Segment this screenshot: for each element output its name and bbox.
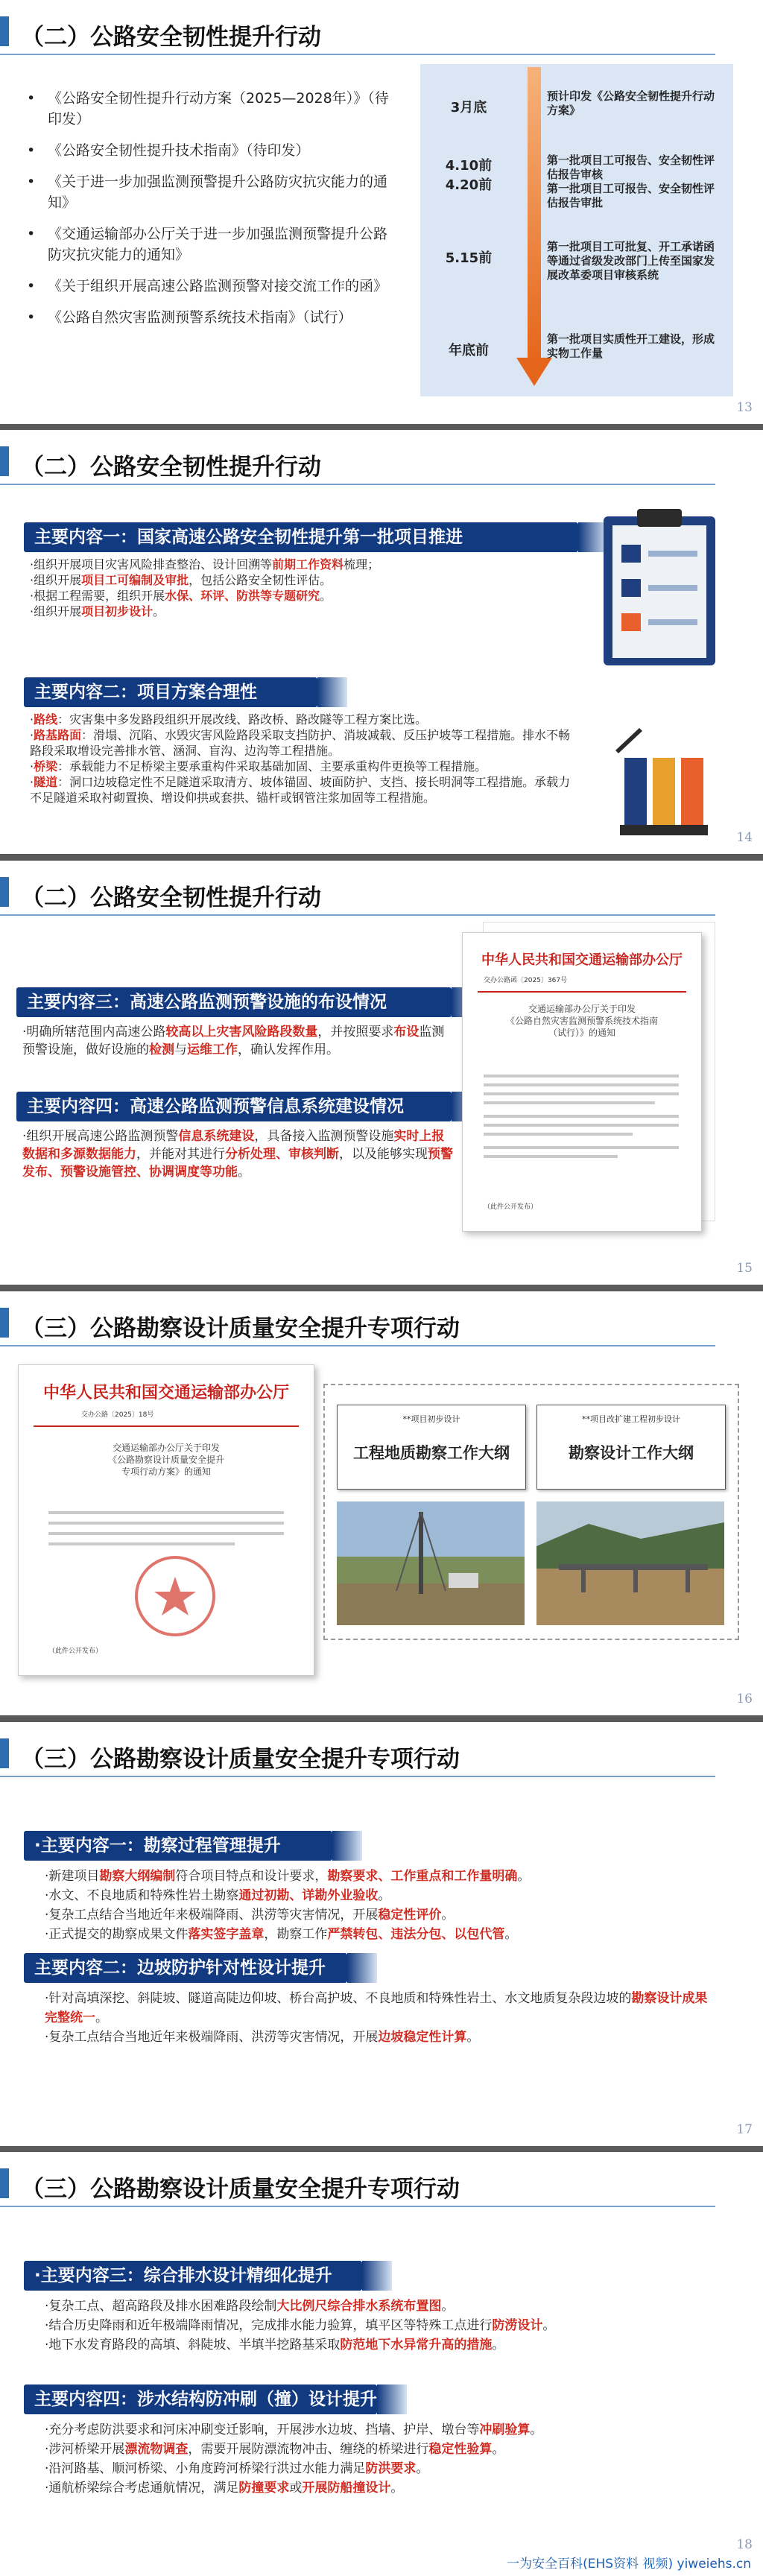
body-text: ·地下水发育路段的高填、斜陡坡、半填半挖路基采取 <box>45 2338 341 2352</box>
highlight-text: 落实签字盖章 <box>188 1927 265 1942</box>
body-line <box>45 1925 715 1944</box>
highlight-text: 分析处理、审核判断 <box>225 1147 339 1162</box>
body-text: ·沿河路基、顺河桥梁、小角度跨河桥梁行洪过水能力满足 <box>45 2461 366 2476</box>
list-item: • 《公路自然灾害监测预警系统技术指南》（试行） <box>18 307 390 328</box>
timeline-desc: 第一批项目工可批复、开工承诺函等通过省级发改部门上传至国家发展改革委项目审核系统 <box>547 240 715 282</box>
slide-16 <box>0 1291 763 1715</box>
timeline-desc: 第一批项目工可报告、安全韧性评估报告审核 第一批项目工可报告、安全韧性评估报告审批 <box>547 154 715 209</box>
section-body <box>45 2297 715 2355</box>
body-line <box>45 2420 715 2440</box>
slide-17 <box>0 1722 763 2146</box>
slide-header <box>0 1732 715 1774</box>
document-thumbnail <box>462 932 702 1232</box>
body-text: 或 <box>289 2481 303 2496</box>
body-line <box>45 2478 715 2498</box>
slide-header <box>0 2162 715 2204</box>
body-text: ·明确所辖范围内高速公路 <box>22 1025 166 1039</box>
body-text: ·通航桥梁综合考虑通航情况，满足 <box>45 2481 239 2496</box>
body-text: 。 <box>504 1927 518 1942</box>
body-text: 。 <box>390 2481 404 2496</box>
body-text: 监测预警设施，做好设施的 <box>22 1025 445 1057</box>
flood-site-photo <box>536 1501 724 1625</box>
body-text: ·复杂工点结合当地近年来极端降雨、洪涝等灾害情况，开展 <box>45 1908 379 1922</box>
highlight-text: 较高以上灾害风险路段数量 <box>165 1025 318 1039</box>
body-text: 。 <box>542 2318 556 2333</box>
body-line <box>45 2335 715 2355</box>
list-item: • 《交通运输部办公厅关于进一步加强监测预警提升公路防灾抗灾能力的通知》 <box>18 224 390 265</box>
body-text: ，并按照要求 <box>317 1025 394 1039</box>
page-number: 16 <box>736 1692 753 1706</box>
body-text: 。 <box>492 2338 505 2352</box>
highlight-text: 勘察设计成果完整统一 <box>45 1991 708 2025</box>
body-text: ：承载能力不足桥梁主要承重构件采取基础加固、主要承重构件更换等工程措施。 <box>57 759 487 773</box>
highlight-text: 漂流物调查 <box>124 2442 189 2457</box>
list-item: • 《公路安全韧性提升技术指南》（待印发） <box>18 140 390 161</box>
highlight-text: 防范地下水异常升高的措施 <box>340 2338 493 2352</box>
timeline-desc: 第一批项目实质性开工建设，形成实物工作量 <box>547 332 715 360</box>
body-text: ·针对高填深挖、斜陡坡、隧道高陡边仰坡、桥台高护坡、不良地质和特殊性岩土、水文地质复杂段边坡的 <box>45 1991 632 2006</box>
timeline-date: 4.10前 4.20前 <box>445 158 493 193</box>
body-text: 梳理； <box>343 557 380 572</box>
body-text: 。 <box>530 2422 543 2437</box>
highlight-text: 防洪要求 <box>365 2461 417 2476</box>
body-text: · <box>30 759 34 773</box>
highlight-text: 冲刷验算 <box>479 2422 531 2437</box>
section-heading: 主要内容二：边坡防护针对性设计提升 <box>24 1953 347 1983</box>
slide-header <box>0 871 715 913</box>
official-seal-icon <box>130 1551 220 1641</box>
timeline-panel <box>420 64 733 396</box>
body-text: ·组织开展 <box>30 573 82 587</box>
clipboard-icon <box>596 501 730 673</box>
section-heading: 主要内容四：高速公路监测预警信息系统建设情况 <box>16 1092 452 1121</box>
body-text: 。 <box>517 1869 531 1884</box>
report-cover <box>536 1405 726 1490</box>
body-text: ·组织开展项目灾害风险排查整治、设计回溯等 <box>30 557 273 572</box>
slide-title: （二）公路安全韧性提升行动 <box>21 24 321 51</box>
body-text: 。 <box>153 604 165 618</box>
section-body <box>45 1867 715 1944</box>
body-line <box>45 2459 715 2478</box>
section-body <box>22 1023 455 1059</box>
slide-title: （三）公路勘察设计质量安全提升专项行动 <box>21 1746 460 1773</box>
section-heading: ·主要内容一：勘察过程管理提升 <box>24 1831 332 1861</box>
body-line <box>30 557 566 572</box>
body-line <box>45 2440 715 2459</box>
highlight-text: 布设 <box>393 1025 420 1039</box>
slide-header <box>0 1302 715 1344</box>
document-head: 中华人民共和国交通运输部办公厅 <box>481 952 683 968</box>
highlight-text: 防撞要求 <box>238 2481 290 2496</box>
section-heading: 主要内容三：高速公路监测预警设施的布设情况 <box>16 987 452 1017</box>
body-text: 。 <box>378 1888 391 1903</box>
body-text: 。 <box>466 2030 480 2045</box>
body-line <box>22 1023 455 1059</box>
body-text: ，具备接入监测预警设施 <box>254 1129 394 1144</box>
slide-title: （二）公路安全韧性提升行动 <box>21 454 321 481</box>
page-number: 18 <box>736 2537 753 2552</box>
body-text: ·充分考虑防洪要求和河床冲刷变迁影响，开展涉水边坡、挡墙、护岸、墩台等 <box>45 2422 480 2437</box>
body-line <box>30 712 574 727</box>
report-cover <box>337 1405 526 1490</box>
highlight-text: 隧道 <box>34 775 58 789</box>
document-thumbnail <box>18 1364 314 1676</box>
document-ref: 交办公路〔2025〕18号 <box>81 1411 154 1419</box>
highlight-text: 通过初勘、详勘外业验收 <box>238 1888 379 1903</box>
report-cover-title: 勘察设计工作大纲 <box>569 1444 694 1462</box>
slide-18 <box>0 2152 763 2576</box>
body-line <box>30 604 566 619</box>
body-text: · <box>30 728 34 742</box>
highlight-text: 桥梁 <box>34 759 58 773</box>
policy-list <box>18 88 390 338</box>
body-text: ，需要开展防漂流物冲击、缠绕的桥梁进行 <box>188 2442 429 2457</box>
slide-15 <box>0 861 763 1285</box>
timeline-desc: 预计印发《公路安全韧性提升行动方案》 <box>547 89 715 117</box>
body-line <box>45 2316 715 2335</box>
section-heading: ·主要内容三：综合排水设计精细化提升 <box>24 2261 362 2291</box>
highlight-text: 实时上报数据和多源数据能力 <box>22 1129 445 1162</box>
body-text: ：洞口边坡稳定性不足隧道采取清方、坡体锚固、坡面防护、支挡、接长明洞等工程措施。承载力不足隧道采取衬砌置换、增设仰拱或套拱、锚杆或钢管注浆加固等工程措施。 <box>30 775 571 805</box>
body-line <box>45 1867 715 1886</box>
body-line <box>22 1127 455 1181</box>
body-text: ·正式提交的勘察成果文件 <box>45 1927 189 1942</box>
timeline-date: 3月底 <box>450 100 487 115</box>
highlight-text: 水保、环评、防洪等专题研究 <box>165 589 320 603</box>
highlight-text: 防涝设计 <box>492 2318 543 2333</box>
body-text: 与 <box>174 1042 187 1057</box>
body-text: ，以及能够实现 <box>339 1147 428 1162</box>
body-text: ，并能对其进行 <box>136 1147 225 1162</box>
slide-header <box>0 440 715 482</box>
slide-title: （二）公路安全韧性提升行动 <box>21 884 321 911</box>
body-text: 。 <box>441 2299 455 2314</box>
highlight-text: 项目初步设计 <box>81 604 153 618</box>
pencils-icon <box>610 713 721 840</box>
body-text: ·涉河桥梁开展 <box>45 2442 125 2457</box>
list-item: • 《关于进一步加强监测预警提升公路防灾抗灾能力的通知》 <box>18 171 390 213</box>
section-heading: 主要内容四：涉水结构防冲刷（撞）设计提升 <box>24 2384 377 2414</box>
slide-13 <box>0 0 763 424</box>
slide-title: （三）公路勘察设计质量安全提升专项行动 <box>21 1315 460 1342</box>
body-text: 。 <box>416 2461 429 2476</box>
body-text: 。 <box>95 2010 108 2025</box>
section-body <box>45 1989 715 2047</box>
timeline-date: 5.15前 <box>445 250 493 266</box>
document-subject: 交通运输部办公厅关于印发 《公路勘察设计质量安全提升 专项行动方案》的通知 <box>107 1443 224 1477</box>
body-text: 。 <box>492 2442 505 2457</box>
body-line <box>45 1886 715 1905</box>
highlight-text: 稳定性验算 <box>428 2442 493 2457</box>
body-text: ·复杂工点结合当地近年来极端降雨、洪涝等灾害情况，开展 <box>45 2030 379 2045</box>
section-body <box>45 2420 715 2498</box>
section-heading: 主要内容一：国家高速公路安全韧性提升第一批项目推进 <box>24 522 578 552</box>
highlight-text: 路基路面 <box>34 728 82 742</box>
highlight-text: 稳定性评价 <box>378 1908 442 1922</box>
body-line <box>30 759 574 774</box>
document-head: 中华人民共和国交通运输部办公厅 <box>42 1383 289 1402</box>
body-line <box>45 2297 715 2316</box>
body-text: ·组织开展高速公路监测预警 <box>22 1129 179 1144</box>
footer-link[interactable]: 一为安全百科(EHS资料 视频) yiweiehs.cn <box>507 2557 751 2572</box>
report-cover-title: 工程地质勘察工作大纲 <box>353 1444 510 1462</box>
body-text: ，勘察工作 <box>264 1927 328 1942</box>
body-text: ：滑塌、沉陷、水毁灾害风险路段采取支挡防护、消坡减载、反压护坡等工程措施。排水不畅路段采取增设完善排水管、涵洞、盲沟、边沟等工程措施。 <box>30 728 571 758</box>
body-text: ·水文、不良地质和特殊性岩土勘察 <box>45 1888 239 1903</box>
body-text: ·根据工程需要，组织开展 <box>30 589 165 603</box>
document-sign: （此件公开发布） <box>48 1648 103 1655</box>
highlight-text: 勘察大纲编制 <box>99 1869 176 1884</box>
body-text: ·结合历史降雨和近年极端降雨情况，完成排水能力验算，填平区等特殊工点进行 <box>45 2318 493 2333</box>
body-text: · <box>30 775 34 789</box>
document-ref: 交办公路函〔2025〕367号 <box>484 977 568 984</box>
highlight-text: 检测 <box>149 1042 174 1057</box>
report-cover-subtitle: **项目改扩建工程初步设计 <box>582 1414 680 1424</box>
slide-title: （三）公路勘察设计质量安全提升专项行动 <box>21 2176 460 2203</box>
section-body <box>30 557 566 619</box>
highlight-text: 路线 <box>34 712 58 727</box>
body-text: ·组织开展 <box>30 604 82 618</box>
highlight-text: 项目工可编制及审批 <box>81 573 189 587</box>
highlight-text: 开展防船撞设计 <box>302 2481 391 2496</box>
timeline-date: 年底前 <box>449 343 489 358</box>
body-text: 。 <box>441 1908 455 1922</box>
highlight-text: 信息系统建设 <box>178 1129 255 1144</box>
body-text: ·复杂工点、超高路段及排水困难路段绘制 <box>45 2299 277 2314</box>
page-number: 17 <box>736 2122 753 2137</box>
highlight-text: 大比例尺综合排水系统布置图 <box>276 2299 442 2314</box>
page-number: 15 <box>736 1261 753 1276</box>
section-body <box>22 1127 455 1181</box>
highlight-text: 前期工作资料 <box>272 557 344 572</box>
body-line <box>45 1989 715 2028</box>
section-heading: 主要内容二：项目方案合理性 <box>24 677 317 707</box>
slide-header <box>0 10 715 52</box>
highlight-text: 勘察要求、工作重点和工作量明确 <box>327 1869 518 1884</box>
body-text: 。 <box>320 589 332 603</box>
body-text: · <box>30 712 34 727</box>
body-text: ，包括公路安全韧性评估。 <box>189 573 332 587</box>
highlight-text: 运维工作 <box>187 1042 238 1057</box>
body-line <box>30 588 566 604</box>
body-text: ·新建项目 <box>45 1869 100 1884</box>
drilling-site-photo <box>337 1501 525 1625</box>
body-text: 。 <box>238 1165 250 1180</box>
section-body <box>30 712 574 806</box>
body-line <box>30 727 574 759</box>
document-subject: 交通运输部办公厅关于印发 《公路自然灾害监测预警系统技术指南 （试行）》的通知 <box>505 1004 658 1038</box>
body-line <box>30 774 574 806</box>
highlight-text: 边坡稳定性计算 <box>378 2030 467 2045</box>
body-text: ：灾害集中多发路段组织开展改线、路改桥、路改隧等工程方案比选。 <box>57 712 428 727</box>
slide-14 <box>0 430 763 854</box>
page-number: 13 <box>736 400 753 415</box>
body-text: ，确认发挥作用。 <box>238 1042 339 1057</box>
highlight-text: 严禁转包、违法分包、以包代管 <box>327 1927 505 1942</box>
highlight-text: 预警发布、预警设施管控、协调调度等功能 <box>22 1147 453 1180</box>
list-item: • 《关于组织开展高速公路监测预警对接交流工作的函》 <box>18 276 390 297</box>
document-sign: （此件公开发布） <box>484 1203 538 1211</box>
page-number: 14 <box>736 830 753 845</box>
report-cover-subtitle: **项目初步设计 <box>402 1414 460 1424</box>
list-item: • 《公路安全韧性提升行动方案（2025—2028年）》（待印发） <box>18 88 390 130</box>
body-text: 符合项目特点和设计要求， <box>175 1869 328 1884</box>
body-line <box>45 2028 715 2047</box>
body-line <box>45 1905 715 1925</box>
body-line <box>30 572 566 588</box>
